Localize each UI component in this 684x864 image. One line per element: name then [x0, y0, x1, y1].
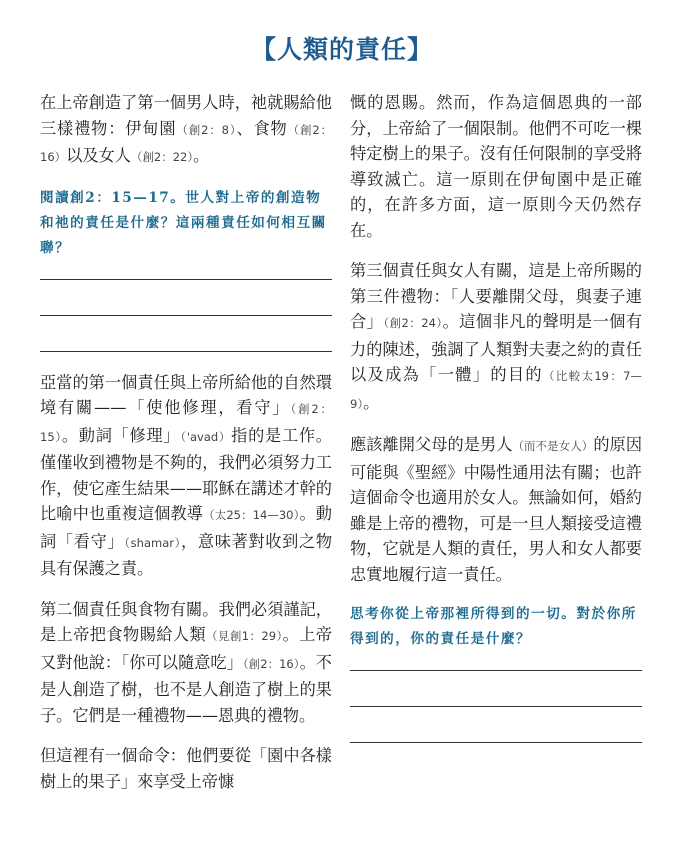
answer-line[interactable]: [350, 742, 642, 743]
scripture-ref: （創2：16）: [242, 656, 300, 671]
hebrew-term: （shamar）: [124, 535, 182, 550]
left-column: [40, 90, 332, 809]
study-question-2: 思考你從上帝那裡所得到的一切。對於你所得到的，你的責任是什麼？: [350, 606, 637, 647]
page-title: 【人類的責任】: [250, 35, 433, 64]
paragraph-gifts: 在上帝創造了第一個男人時，祂就賜給他三樣禮物：伊甸園（創2：8）、食物（創2：16）以及女人（創2：22）。: [40, 93, 333, 165]
scripture-ref: （創2：8）: [176, 122, 237, 137]
hebrew-term: （'avad）: [180, 429, 232, 444]
answer-line[interactable]: [40, 351, 332, 352]
answer-lines-1: [40, 279, 332, 352]
answer-line[interactable]: [40, 279, 332, 280]
scripture-ref: （太25：14—30）: [203, 508, 300, 522]
scripture-ref: （創2：16）: [40, 122, 333, 164]
scripture-ref: （創2：15）: [40, 402, 332, 444]
scripture-ref: （見創1：29）: [206, 629, 283, 643]
answer-line[interactable]: [350, 670, 642, 671]
answer-lines-2: [350, 670, 642, 743]
paragraph-third-responsibility: 第三個責任與女人有關，這是上帝所賜的第三件禮物：「人要離開父母，與妻子連合」（創2：24）。這個非凡的聲明是一個有力的陳述，強調了人類對夫妻之約的責任以及成為「一體」的目的（比較太19：7—9）。: [350, 261, 643, 412]
paragraph-limitation: 慨的恩賜。然而，作為這個恩典的一部分，上帝給了一個限制。他們不可吃一棵特定樹上的果子。沒有任何限制的享受將導致滅亡。這一原則在伊甸園中是正確的，在許多方面，這一原則今天仍然存在。: [350, 93, 642, 240]
scripture-ref: （創2：22）: [130, 150, 194, 164]
scripture-ref: （比較太19：7—9）: [350, 369, 642, 411]
paragraph-second-responsibility: 第二個責任與食物有關。我們必須謹記，是上帝把食物賜給人類（見創1：29）。上帝又對他說：「你可以隨意吃」（創2：16）。不是人創造了樹，也不是人創造了樹上的果子。它們是一種禮物——恩典的禮物。: [40, 599, 333, 725]
answer-line[interactable]: [350, 706, 642, 707]
paragraph-marriage: 應該離開父母的是男人（而不是女人）的原因可能與《聖經》中陽性通用法有關；也許這個命令也適用於女人。無論如何，婚約雖是上帝的禮物，可是一旦人類接受這禮物，它就是人類的責任，男人和女人都要忠實地履行這一責任。: [350, 435, 643, 584]
answer-line[interactable]: [40, 315, 332, 316]
right-column: [350, 90, 642, 778]
paragraph-command: 但這裡有一個命令：他們要從「園中各樣樹上的果子」來享受上帝慷: [40, 746, 332, 791]
scripture-ref: （創2：24）: [383, 316, 443, 330]
parenthetical-note: （而不是女人）: [512, 439, 594, 453]
paragraph-first-responsibility: 亞當的第一個責任與上帝所給他的自然環境有關——「使他修理，看守」（創2：15）。動詞「修理」（'avad）指的是工作。僅僅收到禮物是不夠的，我們必須努力工作，使它產生結果——耶穌在講述才幹的比喻中也重複這個教導（太25：14—30）。動詞「看守」（shamar），意味著對收到之物具有保護之責。: [40, 372, 333, 578]
study-question-1: 閱讀創2：15—17。世人對上帝的創造物和祂的責任是什麼？這兩種責任如何相互關聯？: [40, 189, 327, 256]
